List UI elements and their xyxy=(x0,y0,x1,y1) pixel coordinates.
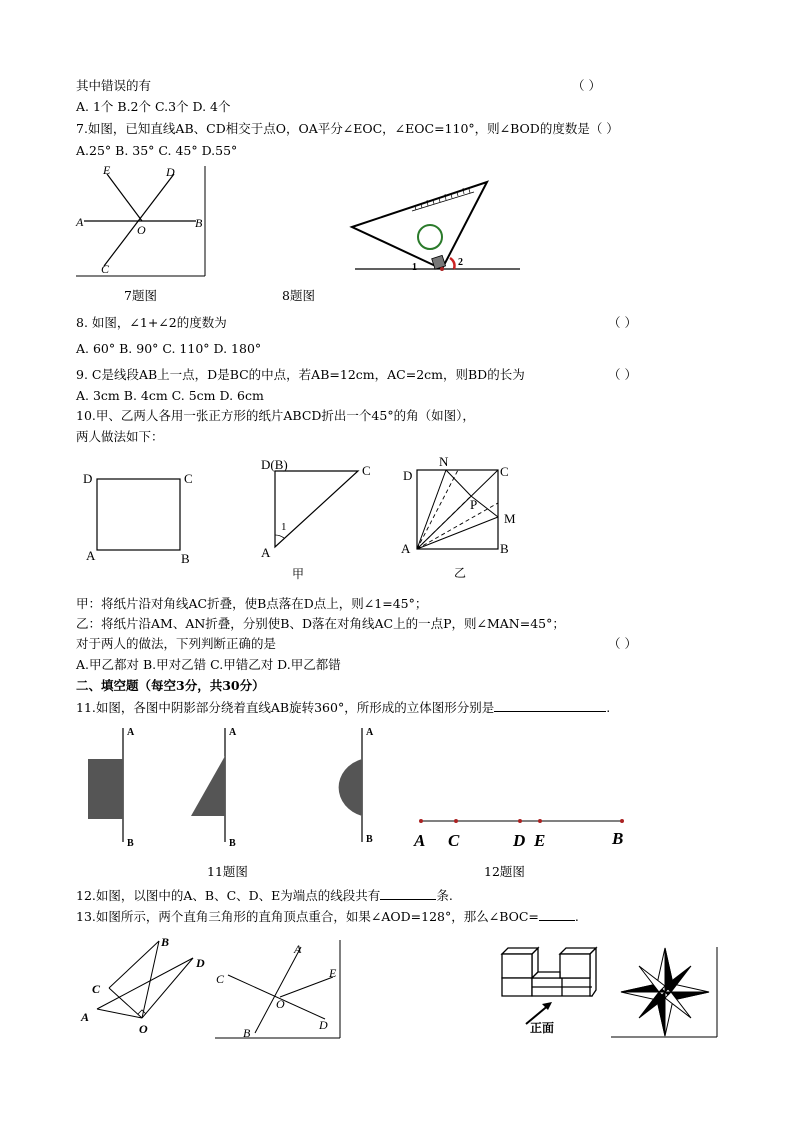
fig-lines-label-b: B xyxy=(243,1026,251,1040)
yi-label-m: M xyxy=(504,511,516,526)
fig8-label-1: 1 xyxy=(412,262,417,273)
figure-7 xyxy=(74,160,214,280)
figure-10-square xyxy=(80,470,200,570)
yi-label-n: N xyxy=(439,454,449,469)
square-abcd xyxy=(97,479,180,550)
q11-text-body: 11.如图，各图中阴影部分绕着直线AB旋转360°，所形成的立体图形分别是 xyxy=(76,700,495,715)
star-shape xyxy=(621,948,709,1036)
q8-answer-paren: （ ） xyxy=(608,315,637,330)
cubes-solid xyxy=(502,948,596,996)
fig13-label-a: A xyxy=(81,1010,90,1024)
fig8-ruler-edge xyxy=(412,192,474,211)
yi-caption: 乙 xyxy=(454,566,467,580)
q6-options: A. 1个 B.2个 C.3个 D. 4个 xyxy=(76,99,231,114)
jia-label-1: 1 xyxy=(281,521,287,533)
fig7-label-o: O xyxy=(137,223,146,237)
q10-text-line2: 两人做法如下： xyxy=(76,429,164,444)
q10-text-line1: 10.甲、乙两人各用一张正方形的纸片ABCD折出一个45°的角（如图）， xyxy=(76,408,475,423)
q9-options: A. 3cm B. 4cm C. 5cm D. 6cm xyxy=(76,388,264,403)
fig8-circle xyxy=(418,225,442,249)
jia-label-c: C xyxy=(362,463,371,478)
sq-label-b: B xyxy=(181,551,190,566)
fig11-label-a2: A xyxy=(229,727,237,738)
yi-label-p: P xyxy=(470,497,478,512)
fig13-side-ob xyxy=(142,941,159,1018)
figure-10-jia xyxy=(258,455,378,585)
fig11-label-a3: A xyxy=(366,727,374,738)
fig12-point-e xyxy=(538,819,542,823)
q13-text-pre: 13.如图所示，两个直角三角形的直角顶点重合，如果∠AOD=128°，那么∠BOC= xyxy=(76,909,539,924)
sq-label-a: A xyxy=(86,548,96,563)
fig7-caption: 7题图 xyxy=(124,288,157,303)
fig13-side-od xyxy=(142,958,193,1018)
figure-compass-star xyxy=(609,945,721,1040)
q9-text: 9. C是线段AB上一点，D是BC的中点，若AB=12cm，AC=2cm，则BD的长为 xyxy=(76,367,525,382)
yi-label-c: C xyxy=(500,464,509,479)
fig7-label-d: D xyxy=(166,165,175,179)
fig12-label-b: B xyxy=(612,829,624,848)
fig-lines-label-d: D xyxy=(319,1018,328,1032)
cubes-front-label: 正面 xyxy=(530,1021,555,1035)
yi-label-a: A xyxy=(401,541,411,556)
q12-answer-blank[interactable] xyxy=(380,887,436,900)
q7-options: A.25° B. 35° C. 45° D.55° xyxy=(76,143,238,158)
fig11-label-b2: B xyxy=(229,838,236,849)
fig12-point-d xyxy=(518,819,522,823)
fig7-label-a: A xyxy=(76,215,84,229)
fig11-shaded-semicircle xyxy=(339,759,362,816)
fig13-label-d: D xyxy=(196,956,205,970)
fig8-vertex-dot xyxy=(440,267,444,271)
fig-lines-label-c: C xyxy=(216,972,225,986)
fig11-label-b3: B xyxy=(366,834,373,845)
fig7-ray-oe xyxy=(107,174,142,221)
q10-yi-method: 乙：将纸片沿AM、AN折叠，分别使B、D落在对角线AC上的一点P，则∠MAN=45°； xyxy=(76,616,565,631)
fig11-caption: 11题图 xyxy=(207,864,248,879)
fig13-label-o: O xyxy=(139,1022,148,1036)
fig7-label-e: E xyxy=(103,163,111,177)
fig13-side-ad xyxy=(97,958,193,1009)
yi-label-b: B xyxy=(500,541,509,556)
jia-caption: 甲 xyxy=(292,567,305,581)
q10-answer-paren: （ ） xyxy=(608,636,637,651)
jia-triangle xyxy=(275,471,358,547)
fig13-label-c: C xyxy=(92,982,101,996)
q13-answer-blank[interactable] xyxy=(539,908,575,921)
fig-lines-ray-oe xyxy=(280,977,333,997)
q8-options: A. 60° B. 90° C. 110° D. 180° xyxy=(76,341,262,356)
yi-line-am xyxy=(417,517,498,549)
section-2-title: 二、填空题（每空3分，共30分） xyxy=(76,678,265,693)
q6-tail: 其中错误的有 xyxy=(76,78,152,93)
fig11-label-b1: B xyxy=(127,838,134,849)
q12-text-post: 条. xyxy=(436,888,453,903)
jia-label-db: D(B) xyxy=(261,457,288,472)
fig8-set-square xyxy=(352,182,487,269)
figure-13-lines xyxy=(213,937,343,1042)
fig11-shaded-triangle xyxy=(191,756,225,816)
q10-options: A.甲乙都对 B.甲对乙错 C.甲错乙对 D.甲乙都错 xyxy=(76,657,341,672)
figure-10-yi xyxy=(398,453,528,583)
fig12-label-d: D xyxy=(513,831,526,850)
jia-label-a: A xyxy=(261,545,271,560)
fig11-label-a1: A xyxy=(127,727,135,738)
q10-jia-method: 甲：将纸片沿对角线AC折叠，使B点落在D点上，则∠1=45°； xyxy=(76,596,428,611)
q11-answer-blank[interactable] xyxy=(494,699,606,712)
q6-answer-paren: （ ） xyxy=(572,78,601,93)
figure-13-triangles xyxy=(78,933,213,1038)
fig12-point-b xyxy=(620,819,624,823)
jia-angle-mark xyxy=(275,535,284,538)
fig8-label-2: 2 xyxy=(458,257,463,268)
yi-line-np xyxy=(446,470,471,496)
fig-lines-label-e: E xyxy=(329,966,337,980)
q11-text[interactable] xyxy=(76,699,610,715)
sq-label-c: C xyxy=(184,471,193,486)
figure-8 xyxy=(350,180,525,280)
fig7-line-cd xyxy=(104,174,174,266)
fig12-caption: 12题图 xyxy=(484,864,525,879)
fig13-side-ao xyxy=(97,1009,142,1018)
figure-12 xyxy=(410,810,630,860)
figure-cubes xyxy=(496,944,604,1036)
fig8-angle-arc xyxy=(450,258,455,269)
fig12-point-c xyxy=(454,819,458,823)
q13-text-post: . xyxy=(574,909,579,924)
q11-text-end: . xyxy=(606,700,611,715)
fig-lines-label-o: O xyxy=(276,997,285,1011)
yi-line-an xyxy=(417,470,446,549)
fig-lines-label-a: A xyxy=(294,942,302,956)
fig12-label-e: E xyxy=(534,831,546,850)
sq-label-d: D xyxy=(83,471,93,486)
figure-11 xyxy=(86,724,386,854)
q10-judge: 对于两人的做法，下列判断正确的是 xyxy=(76,636,277,651)
q12-text[interactable] xyxy=(76,887,453,903)
q9-answer-paren: （ ） xyxy=(608,367,637,382)
fig7-label-b: B xyxy=(195,216,203,230)
fig7-label-c: C xyxy=(101,262,110,276)
fig13-right-angle-mark xyxy=(138,1010,146,1014)
fig12-label-a: A xyxy=(414,831,426,850)
q7-text: 7.如图，已知直线AB、CD相交于点O，OA平分∠EOC，∠EOC=110°，则∠BOD的度数是（ ） xyxy=(76,121,619,136)
fig13-side-co xyxy=(109,988,142,1018)
yi-label-d: D xyxy=(403,468,413,483)
fig12-label-c: C xyxy=(448,831,460,850)
q13-text[interactable] xyxy=(76,908,579,924)
q12-text-pre: 12.如图，以图中的A、B、C、D、E为端点的线段共有 xyxy=(76,888,381,903)
fig11-shaded-rectangle xyxy=(88,759,123,819)
fig13-label-b: B xyxy=(161,935,170,949)
fig8-caption: 8题图 xyxy=(282,288,315,303)
q8-text: 8. 如图，∠1+∠2的度数为 xyxy=(76,315,227,330)
fig12-point-a xyxy=(419,819,423,823)
fig13-side-cb xyxy=(109,941,159,988)
